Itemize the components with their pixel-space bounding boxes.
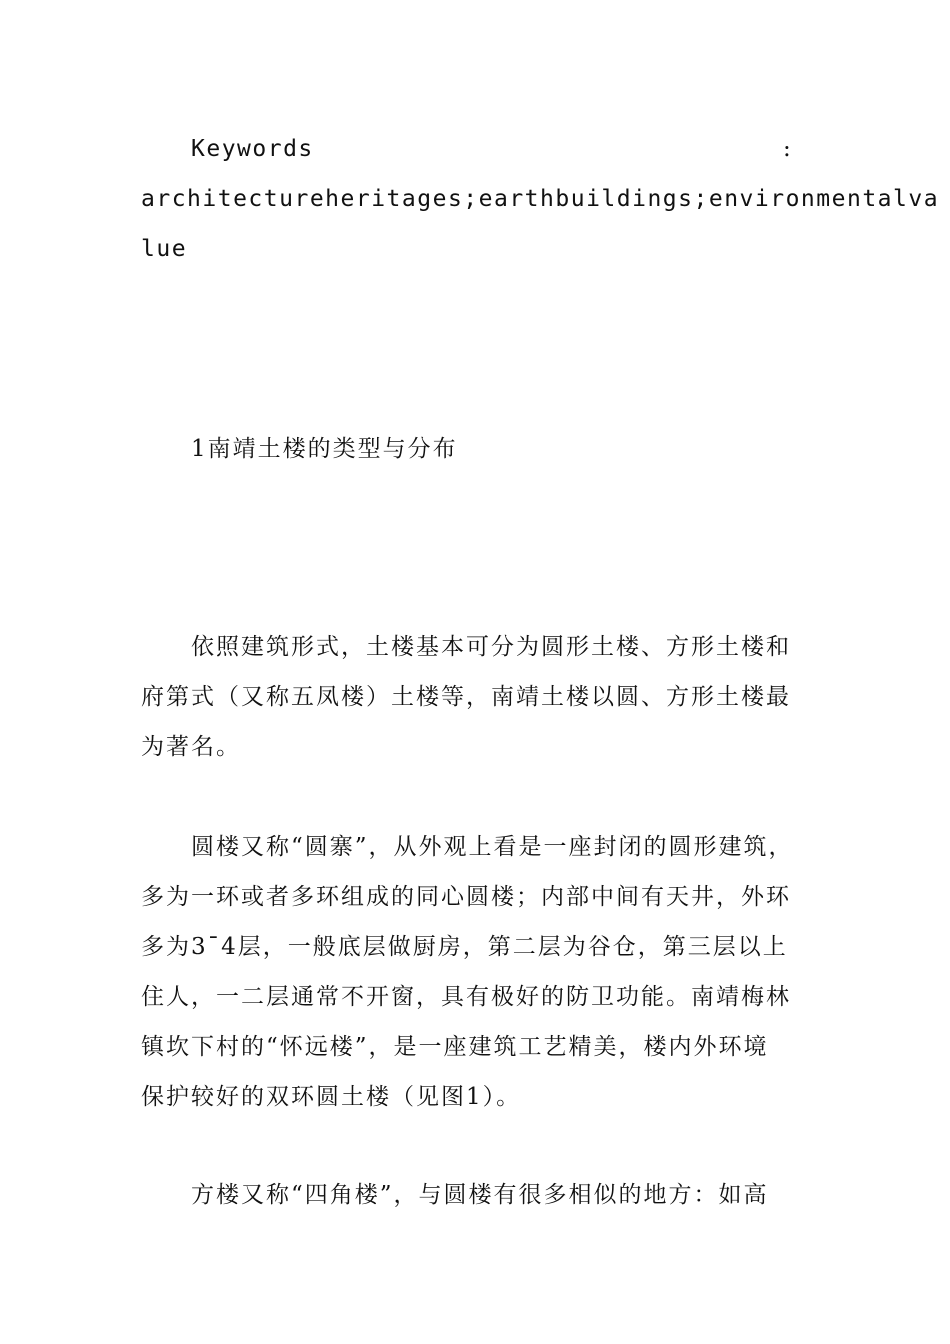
paragraph-1-line-1: 依照建筑形式，土楼基本可分为圆形土楼、方形土楼和: [191, 634, 791, 660]
paragraph-3-line-1: 方楼又称“四角楼”，与圆楼有很多相似的地方：如高: [191, 1182, 769, 1208]
paragraph-1-line-3: 为著名。: [141, 734, 241, 760]
keywords-line-2: architectureheritages;earthbuildings;environmentalva: [141, 186, 940, 212]
paragraph-2-line-3: 多为3¯4层，一般底层做厨房，第二层为谷仓，第三层以上: [141, 934, 788, 960]
keywords-line-3: lue: [141, 236, 188, 262]
paragraph-2-line-5: 镇坎下村的“怀远楼”，是一座建筑工艺精美，楼内外环境: [141, 1034, 769, 1060]
section-heading: 1南靖土楼的类型与分布: [191, 436, 458, 462]
paragraph-2-line-6: 保护较好的双环圆土楼（见图1）。: [141, 1084, 522, 1110]
keywords-colon: :: [783, 136, 791, 162]
keywords-label: Keywords: [191, 136, 314, 162]
paragraph-2-line-4: 住人，一二层通常不开窗，具有极好的防卫功能。南靖梅林: [141, 984, 791, 1010]
paragraph-2-line-2: 多为一环或者多环组成的同心圆楼；内部中间有天井，外环: [141, 884, 791, 910]
paragraph-2-line-1: 圆楼又称“圆寨”，从外观上看是一座封闭的圆形建筑，: [191, 834, 794, 860]
paragraph-1-line-2: 府第式（又称五凤楼）土楼等，南靖土楼以圆、方形土楼最: [141, 684, 791, 710]
